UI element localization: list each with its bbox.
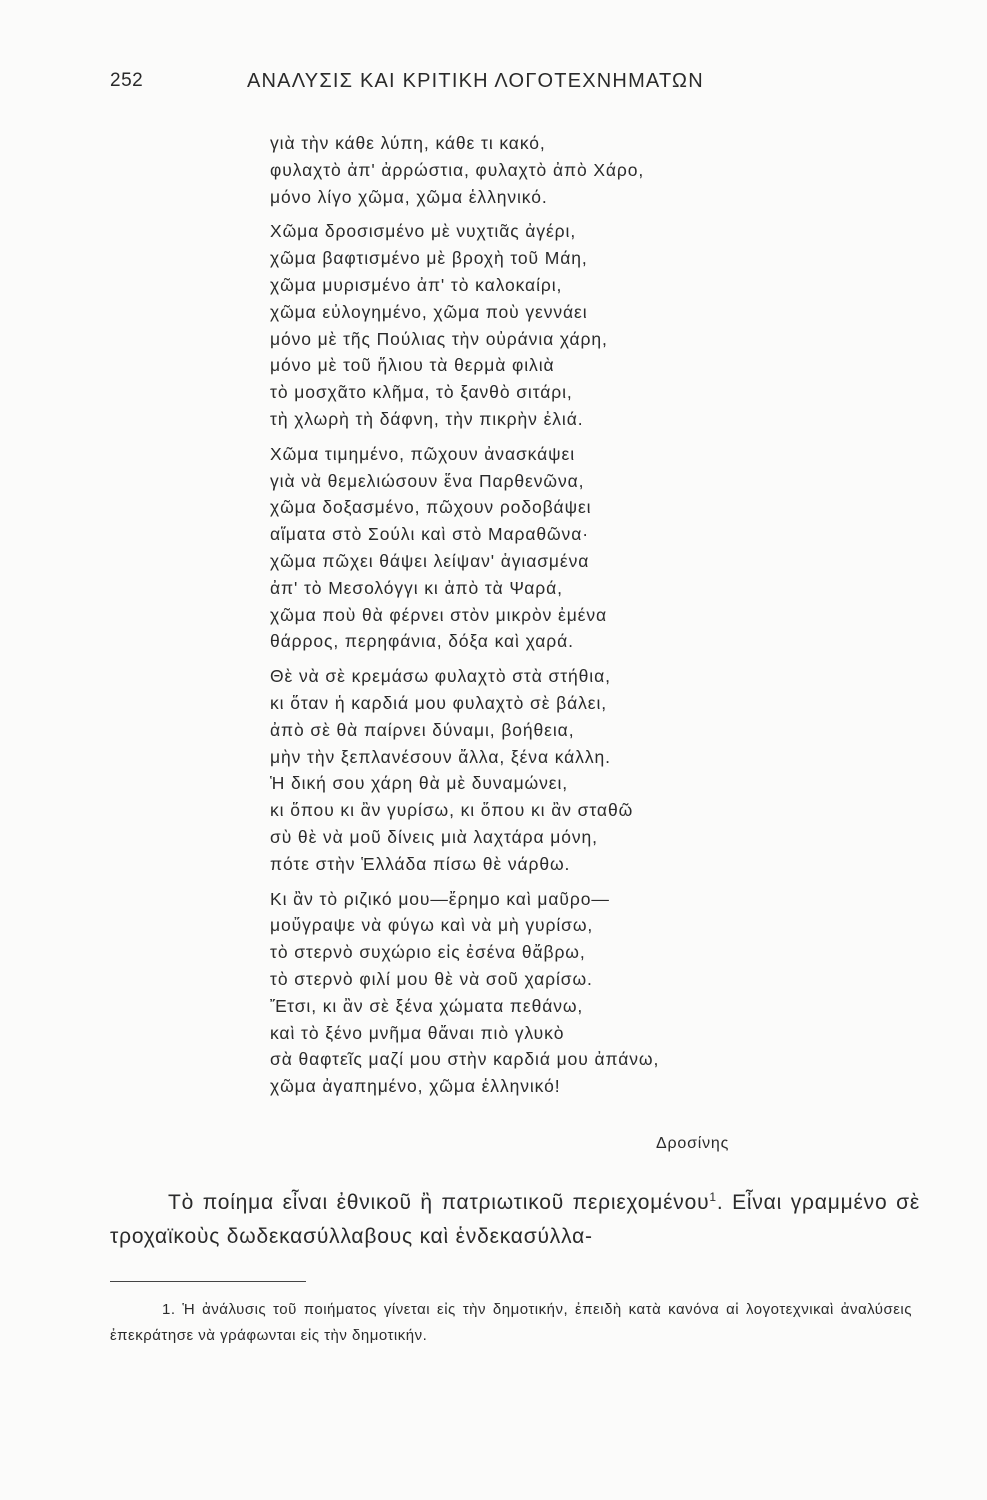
footnote: 1. Ἡ ἀνάλυσις τοῦ ποιήματος γίνεται εἰς τὴν δημοτικήν, ἐπειδὴ κατὰ κανόνα αἱ λογοτεχνικαὶ ἀναλύσεις ἐπεκράτησε νὰ γράφωνται εἰς τὴν δημοτικήν. xyxy=(110,1301,912,1344)
poem-line: γιὰ τὴν κάθε λύπη, κάθε τι κακό, xyxy=(270,133,546,153)
poem-stanza-4 xyxy=(270,663,790,877)
poem-line: χῶμα εὐλογημένο, χῶμα ποὺ γεννάει xyxy=(270,301,588,322)
poem-line: κι ὅπου κι ἂν γυρίσω, κι ὅπου κι ἂν σταθῶ xyxy=(270,800,634,821)
running-title: ΑΝΑΛΥΣΙΣ ΚΑΙ ΚΡΙΤΙΚΗ ΛΟΓΟΤΕΧΝΗΜΑΤΩΝ xyxy=(247,70,704,92)
poem-line: φυλαχτὸ ἀπ' ἀρρώστια, φυλαχτὸ ἀπὸ Χάρο, xyxy=(270,159,645,180)
poem-line: Χῶμα τιμημένο, πῶχουν ἀνασκάψει xyxy=(270,443,575,464)
poem-line: χῶμα μυρισμένο ἀπ' τὸ καλοκαίρι, xyxy=(270,274,563,295)
poem-line: σὰ θαφτεῖς μαζί μου στὴν καρδιά μου ἀπάνω, xyxy=(270,1049,660,1070)
poem-line: μόνο μὲ τοῦ ἥλιου τὰ θερμὰ φιλιὰ xyxy=(270,355,555,376)
poem-line: Θὲ νὰ σὲ κρεμάσω φυλαχτὸ στὰ στήθια, xyxy=(270,666,611,687)
poem-stanza-3 xyxy=(270,441,790,655)
poem-line: χῶμα δοξασμένο, πῶχουν ροδοβάψει xyxy=(270,497,592,518)
poem-line: πότε στὴν Ἑλλάδα πίσω θὲ νάρθω. xyxy=(270,853,571,874)
poem-line: χῶμα ποὺ θὰ φέρνει στὸν μικρὸν ἐμένα xyxy=(270,604,608,625)
commentary-text-continued: . Εἶναι γραμμένο σὲ τροχαϊκοὺς δωδεκασύλλαβους καὶ ἑνδεκασύλλα- xyxy=(110,1191,920,1248)
poem-line: καὶ τὸ ξένο μνῆμα θἄναι πιὸ γλυκὸ xyxy=(270,1022,565,1043)
poem-line: μόνο λίγο χῶμα, χῶμα ἑλληνικό. xyxy=(270,186,548,207)
poem-line: τὸ μοσχᾶτο κλῆμα, τὸ ξανθὸ σιτάρι, xyxy=(270,382,573,403)
poem-line: Ἡ δική σου χάρη θὰ μὲ δυναμώνει, xyxy=(270,773,569,794)
commentary-text-start: Τὸ ποίημα εἶναι ἐθνικοῦ ἢ πατριωτικοῦ περιεχομένου xyxy=(168,1191,710,1214)
poem-line: τὸ στερνὸ συχώριο εἰς ἐσένα θἄβρω, xyxy=(270,942,586,963)
poem-line: γιὰ νὰ θεμελιώσουν ἕνα Παρθενῶνα, xyxy=(270,470,585,491)
poem-line: ἀπ' τὸ Μεσολόγγι κι ἀπὸ τὰ Ψαρά, xyxy=(270,577,563,598)
poem-line: αἵματα στὸ Σούλι καὶ στὸ Μαραθῶνα· xyxy=(270,524,589,545)
poem-stanza-2 xyxy=(270,218,790,432)
poem-line: χῶμα βαφτισμένο μὲ βροχὴ τοῦ Μάη, xyxy=(270,248,588,269)
poem-line: τὸ στερνὸ φιλί μου θὲ νὰ σοῦ χαρίσω. xyxy=(270,968,593,989)
poem-line: μόνο μὲ τῆς Πούλιας τὴν οὐράνια χάρη, xyxy=(270,328,608,349)
poem-line: χῶμα ἀγαπημένο, χῶμα ἑλληνικό! xyxy=(270,1076,561,1097)
footnote-reference: 1 xyxy=(709,1190,717,1204)
footnote-divider xyxy=(110,1281,306,1282)
poem xyxy=(270,130,790,1108)
poem-line: ἀπὸ σὲ θὰ παίρνει δύναμι, βοήθεια, xyxy=(270,719,575,740)
poem-line: Ἔτσι, κι ἂν σὲ ξένα χώματα πεθάνω, xyxy=(270,995,584,1016)
poem-stanza-1 xyxy=(270,130,790,210)
poem-line: τὴ χλωρὴ τὴ δάφνη, τὴν πικρὴν ἐλιά. xyxy=(270,408,584,429)
commentary-text xyxy=(110,1186,920,1254)
poem-line: σὺ θὲ νὰ μοῦ δίνεις μιὰ λαχτάρα μόνη, xyxy=(270,826,598,847)
page-header xyxy=(110,70,770,100)
poem-line: χῶμα πῶχει θάψει λείψαν' ἁγιασμένα xyxy=(270,550,590,571)
commentary-paragraph xyxy=(110,1186,920,1254)
poem-line: Κι ἂν τὸ ριζικό μου—ἔρημο καὶ μαῦρο— xyxy=(270,888,610,909)
poem-line: μὴν τὴν ξεπλανέσουν ἄλλα, ξένα κάλλη. xyxy=(270,746,611,767)
poem-author: Δροσίνης xyxy=(656,1135,730,1152)
poem-line: θάρρος, περηφάνια, δόξα καὶ χαρά. xyxy=(270,631,574,652)
page-number: 252 xyxy=(110,70,144,91)
poem-line: Χῶμα δροσισμένο μὲ νυχτιᾶς ἀγέρι, xyxy=(270,221,577,242)
poem-stanza-5 xyxy=(270,886,790,1100)
poem-line: μοὔγραψε νὰ φύγω καὶ νὰ μὴ γυρίσω, xyxy=(270,915,594,936)
poem-line: κι ὅταν ἡ καρδιά μου φυλαχτὸ σὲ βάλει, xyxy=(270,692,608,713)
